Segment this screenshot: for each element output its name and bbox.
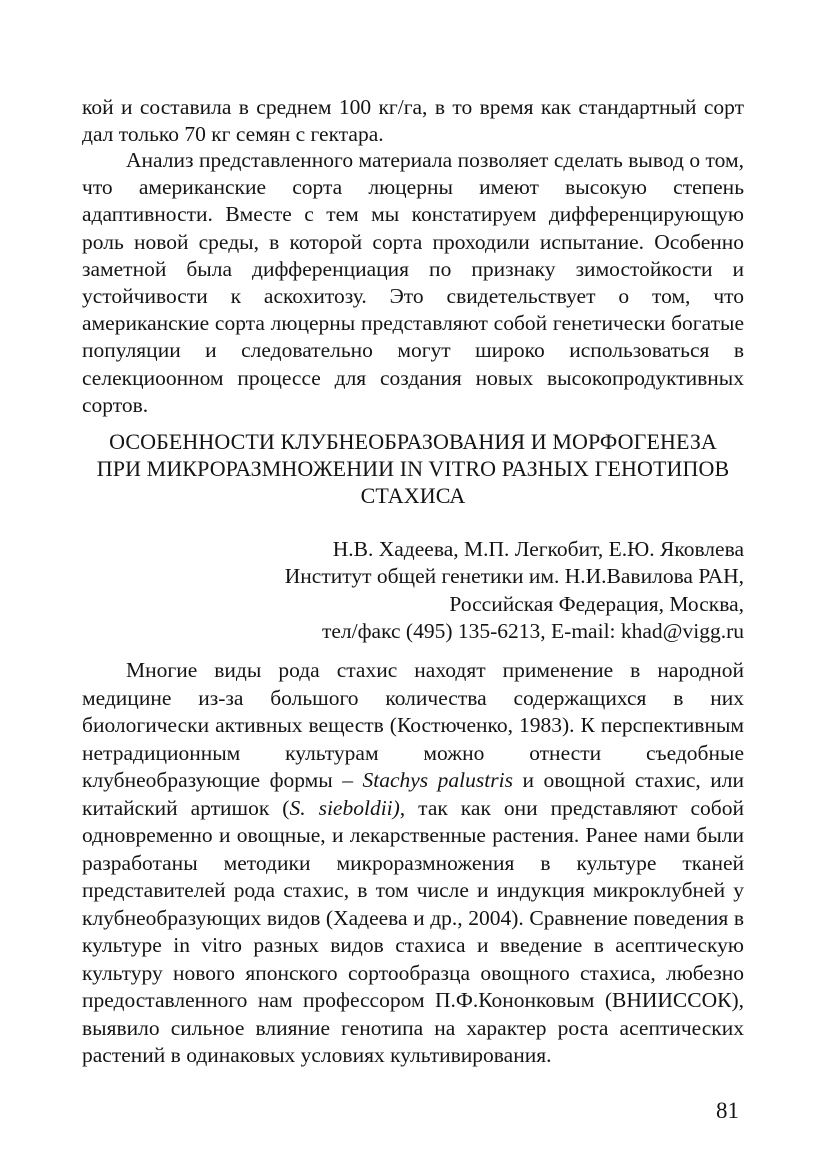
body-paragraph: [82, 657, 744, 1070]
article-title-line-1: ОСОБЕННОСТИ КЛУБНЕОБРАЗОВАНИЯ И МОРФОГЕНЕЗА: [109, 429, 717, 454]
author-block: [144, 536, 744, 646]
analysis-paragraph: [82, 147, 744, 419]
analysis-paragraph-text: Анализ представленного материала позволяет сделать вывод о том, что американские сорта люцерны имеют высокую степень адаптивности. Вместе с тем мы констатируем дифференцирующую роль новой среды, в которой сорта проходили испытание. Особенно заметной была дифференциация по признаку зимостойкости и устойчивости к аскохитозу. Это свидетельствует о том, что американские сорта люцерны представляют собой генетически богатые популяции и следовательно могут широко использоваться в селекциоонном процессе для создания новых высокопродуктивных сортов.: [82, 148, 744, 417]
body-text-part-1: Многие виды рода стахис находят применение в народной медицине из-за большого количества содержащихся в них биологически активных веществ (Костюченко, 1983). К перспективным нетрадиционным культурам можно отнести съедобные клубнеобразующие формы –: [82, 658, 744, 792]
author-location: Российская Федерация, Москва,: [449, 591, 744, 616]
author-institute: Институт общей генетики им. Н.И.Вавилова РАН,: [284, 564, 744, 589]
author-names: Н.В. Хадеева, М.П. Легкобит, Е.Ю. Яковлева: [332, 537, 744, 561]
body-text-part-3: , так как они представляют собой одновременно и овощные, и лекарственные растения. Ранее нами были разработаны методики микроразмножения в культуре тканей представителей рода стахис, в том числе и индукция микроклубней у клубнеобразующих видов (Хадеева и др., 2004). Сравнение поведения в культуре in vitro разных видов стахиса и введение в асептическую культуру нового японского сортообразца овощного стахиса, любезно предоставленного нам профессором П.Ф.Кононковым (ВНИИССОК), выявило сильное влияние генотипа на характер роста асептических растений в одинаковых условиях культивирования.: [82, 795, 744, 1067]
page-number: 81: [716, 1098, 739, 1123]
continued-paragraph: [82, 94, 744, 148]
author-contact: тел/факс (495) 135-6213, E-mail: khad@vigg.ru: [321, 619, 744, 644]
species-name-s-sieboldii: S. sieboldii): [289, 795, 400, 820]
body-paragraph-text: [82, 657, 744, 1070]
article-title: [82, 428, 744, 509]
species-name-stachys-palustris: Stachys palustris: [362, 768, 513, 792]
continued-paragraph-text: кой и составила в среднем 100 кг/га, в то время как стандартный сорт дал только 70 кг семян с гектара.: [82, 95, 744, 147]
body-text-part-2: и овощной стахис, или китайский артишок (: [82, 768, 744, 820]
article-title-line-2: ПРИ МИКРОРАЗМНОЖЕНИИ IN VITRO РАЗНЫХ ГЕНОТИПОВ: [96, 456, 730, 481]
article-title-line-3: СТАХИСА: [360, 483, 466, 508]
